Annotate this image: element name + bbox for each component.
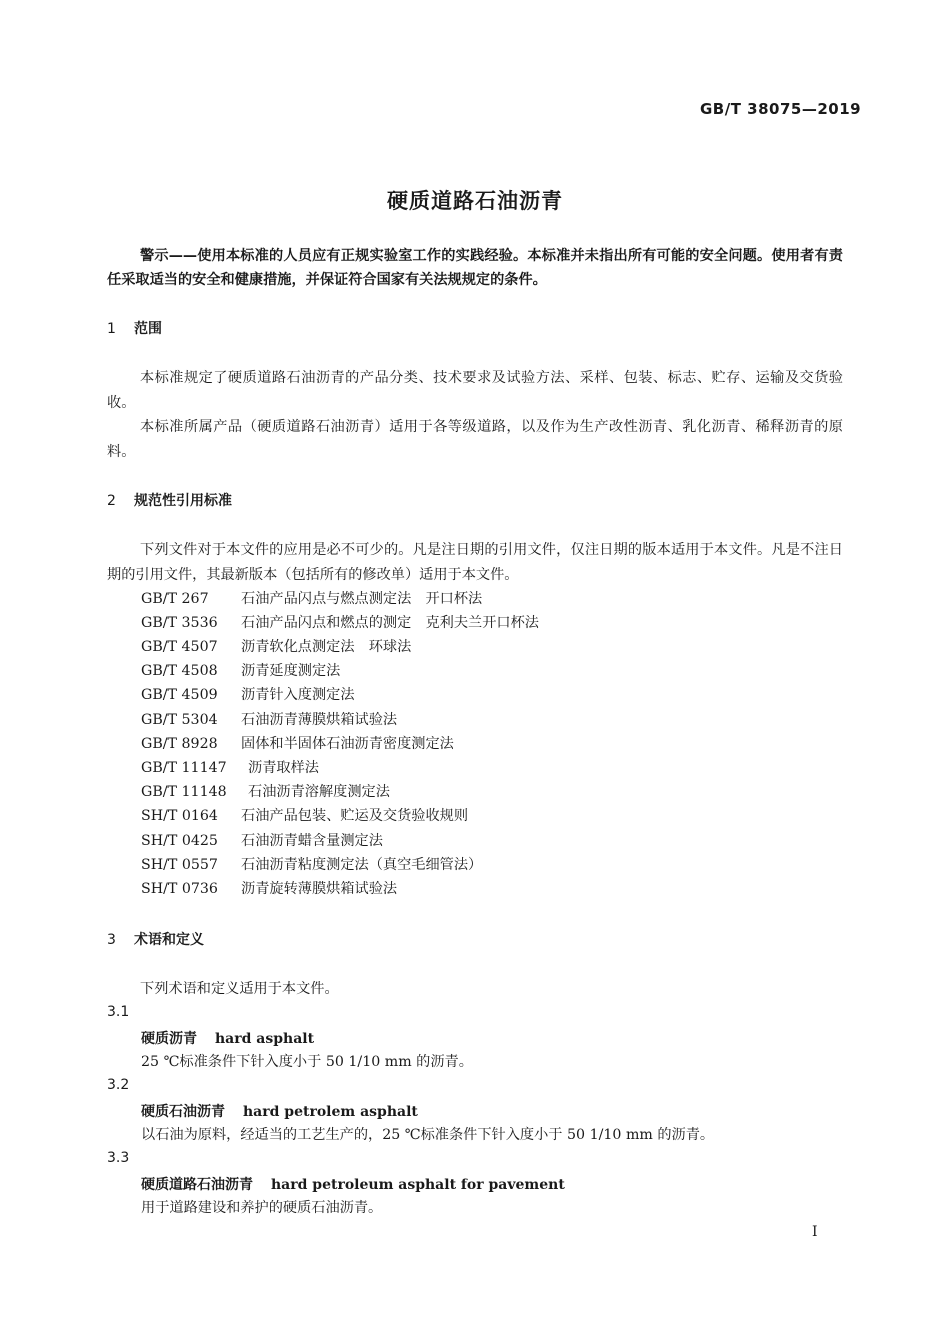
section-2-heading bbox=[107, 490, 232, 510]
term-heading bbox=[141, 1174, 565, 1194]
reference-item bbox=[141, 587, 482, 611]
reference-title: 沥青旋转薄膜烘箱试验法 bbox=[241, 881, 398, 897]
reference-title: 石油产品包装、贮运及交货验收规则 bbox=[241, 808, 469, 824]
scope-paragraph-2: 本标准所属产品（硬质道路石油沥青）适用于各等级道路，以及作为生产改性沥青、乳化沥青、稀释沥青的原料。 bbox=[107, 419, 843, 460]
term-en: hard petroleum asphalt for pavement bbox=[271, 1177, 565, 1193]
reference-item bbox=[141, 659, 340, 683]
term-en: hard asphalt bbox=[215, 1031, 315, 1047]
reference-code: SH/T 0557 bbox=[141, 857, 218, 873]
reference-title: 石油沥青粘度测定法（真空毛细管法） bbox=[241, 857, 483, 873]
reference-code: GB/T 8928 bbox=[141, 736, 218, 752]
reference-code: SH/T 0425 bbox=[141, 833, 218, 849]
section-number: 3 bbox=[107, 932, 116, 948]
reference-title: 固体和半固体石油沥青密度测定法 bbox=[241, 736, 454, 752]
reference-title: 石油产品闪点和燃点的测定 克利夫兰开口杯法 bbox=[241, 615, 539, 631]
section-number: 1 bbox=[107, 321, 116, 337]
reference-title: 石油沥青溶解度测定法 bbox=[248, 784, 390, 800]
reference-item bbox=[141, 829, 383, 853]
reference-code: GB/T 3536 bbox=[141, 615, 218, 631]
section-1-heading bbox=[107, 318, 162, 338]
reference-title: 沥青软化点测定法 环球法 bbox=[241, 639, 412, 655]
reference-title: 沥青针入度测定法 bbox=[241, 687, 355, 703]
term-definition: 用于道路建设和养护的硬质石油沥青。 bbox=[141, 1200, 383, 1216]
reference-item bbox=[141, 732, 454, 756]
warning-paragraph: 警示——使用本标准的人员应有正规实验室工作的实践经验。本标准并未指出所有可能的安全问题。使用者有责任采取适当的安全和健康措施，并保证符合国家有关法规规定的条件。 bbox=[107, 248, 843, 288]
reference-code: GB/T 267 bbox=[141, 591, 209, 607]
reference-title: 石油沥青蜡含量测定法 bbox=[241, 833, 383, 849]
term-heading bbox=[141, 1101, 418, 1121]
reference-item bbox=[141, 756, 319, 780]
scope-paragraph-1: 本标准规定了硬质道路石油沥青的产品分类、技术要求及试验方法、采样、包装、标志、贮存、运输及交货验收。 bbox=[107, 370, 843, 411]
term-heading bbox=[141, 1028, 314, 1048]
reference-code: GB/T 11147 bbox=[141, 760, 227, 776]
page-title: 硬质道路石油沥青 bbox=[387, 189, 563, 213]
section-number: 2 bbox=[107, 493, 116, 509]
term-definition: 以石油为原料，经适当的工艺生产的，25 ℃标准条件下针入度小于 50 1/10 mm 的沥青。 bbox=[141, 1127, 715, 1143]
reference-code: GB/T 5304 bbox=[141, 712, 218, 728]
reference-title: 石油沥青薄膜烘箱试验法 bbox=[241, 712, 398, 728]
reference-title: 石油产品闪点与燃点测定法 开口杯法 bbox=[241, 591, 483, 607]
references-intro: 下列文件对于本文件的应用是必不可少的。凡是注日期的引用文件，仅注日期的版本适用于本文件。凡是不注日期的引用文件，其最新版本（包括所有的修改单）适用于本文件。 bbox=[107, 542, 843, 583]
reference-item bbox=[141, 780, 390, 804]
reference-title: 沥青取样法 bbox=[248, 760, 319, 776]
term-zh: 硬质道路石油沥青 bbox=[141, 1177, 253, 1193]
term-number: 3.2 bbox=[107, 1077, 130, 1093]
reference-code: SH/T 0164 bbox=[141, 808, 218, 824]
section-title: 术语和定义 bbox=[134, 932, 204, 948]
reference-title: 沥青延度测定法 bbox=[241, 663, 341, 679]
reference-item bbox=[141, 635, 411, 659]
term-number: 3.1 bbox=[107, 1004, 130, 1020]
reference-item bbox=[141, 708, 397, 732]
section-3-heading bbox=[107, 929, 204, 949]
term-en: hard petrolem asphalt bbox=[243, 1104, 418, 1120]
reference-code: GB/T 4509 bbox=[141, 687, 218, 703]
reference-item bbox=[141, 877, 397, 901]
term-definition: 25 ℃标准条件下针入度小于 50 1/10 mm 的沥青。 bbox=[141, 1054, 473, 1070]
reference-item bbox=[141, 611, 539, 635]
reference-item bbox=[141, 853, 482, 877]
reference-item bbox=[141, 804, 468, 828]
reference-code: SH/T 0736 bbox=[141, 881, 218, 897]
reference-item bbox=[141, 683, 355, 707]
standard-number: GB/T 38075—2019 bbox=[700, 100, 862, 118]
page-number: I bbox=[812, 1224, 818, 1240]
reference-code: GB/T 4507 bbox=[141, 639, 218, 655]
section-title: 规范性引用标准 bbox=[134, 493, 232, 509]
term-number: 3.3 bbox=[107, 1150, 130, 1166]
section-title: 范围 bbox=[134, 321, 162, 337]
term-zh: 硬质沥青 bbox=[141, 1031, 197, 1047]
terms-intro: 下列术语和定义适用于本文件。 bbox=[140, 981, 339, 997]
reference-code: GB/T 4508 bbox=[141, 663, 218, 679]
reference-code: GB/T 11148 bbox=[141, 784, 227, 800]
term-zh: 硬质石油沥青 bbox=[141, 1104, 225, 1120]
